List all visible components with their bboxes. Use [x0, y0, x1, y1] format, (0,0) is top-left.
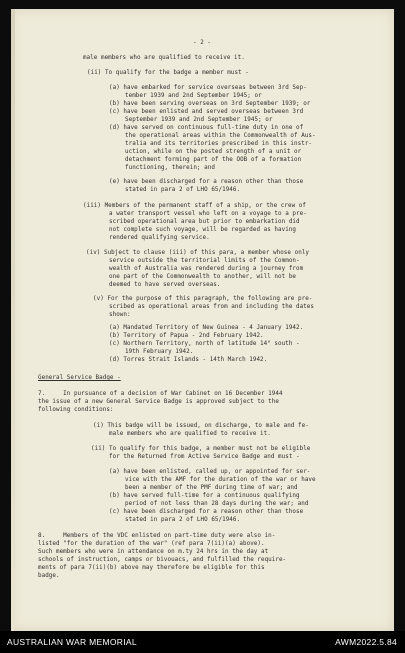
text-line: (b) have served full-time for a continuous qualifying — [109, 493, 300, 499]
text-line: following conditions: — [38, 407, 114, 413]
text-line: listed "for the duration of the war" (ref para 7(ii)(a) above). — [38, 541, 265, 547]
text-line: (b) Territory of Papua - 2nd February 1942. — [109, 333, 264, 339]
text-line: for the Returned from Active Service Badge and must - — [109, 454, 300, 460]
text-line: one part of the Commonwealth to another, will not be — [109, 274, 297, 280]
text-line: functioning, therein; and — [125, 165, 215, 171]
text-line: not complete such voyage, will be regarded as having — [109, 227, 297, 233]
text-line: (b) have been serving overseas on 3rd September 1939; or — [109, 101, 311, 107]
text-line: vice with the AMF for the duration of the war or have — [125, 477, 316, 483]
page-number: - 2 - — [193, 40, 211, 46]
text-line: 7. In pursuance of a decision of War Cabinet on 16 December 1944 — [38, 391, 283, 397]
text-line: Such members who were in attendance on m.ty 24 hrs in the day at — [38, 549, 269, 555]
section-heading: General Service Badge - — [38, 375, 121, 381]
text-line: period of not less than 28 days during the war; and — [125, 501, 309, 507]
text-line: male members who are qualified to receive it. — [109, 431, 271, 437]
text-line: (e) have been discharged for a reason other than those — [109, 179, 304, 185]
text-line: tralia and its territories prescribed in this instr- — [125, 141, 313, 147]
text-line: scribed operational area but prior to embarkation did — [109, 219, 300, 225]
text-line: (a) Mandated Territory of New Guinea - 4 January 1942. — [109, 325, 304, 331]
institution-name: AUSTRALIAN WAR MEMORIAL — [7, 637, 137, 647]
text-line: uction, while on the posted strength of a unit or — [125, 149, 302, 155]
text-line: (ii) To qualify for this badge, a member must not be eligible — [91, 446, 311, 452]
text-line: rendered qualifying service. — [109, 235, 210, 241]
page-edge — [11, 9, 15, 631]
text-line: (a) have embarked for service overseas between 3rd Sep- — [109, 85, 307, 91]
reference-number: AWM2022.5.84 — [335, 637, 397, 647]
text-line: 19th February 1942. — [125, 349, 194, 355]
text-line: stated in para 2 of LHO 65/1946. — [125, 517, 241, 523]
text-line: scribed as operational areas from and including the dates — [109, 304, 314, 310]
text-line: (c) have been discharged for a reason other than those — [109, 509, 304, 515]
text-line: deemed to have served overseas. — [109, 282, 221, 288]
text-line: the operational areas within the Commonwealth of Aus- — [125, 133, 316, 139]
text-line: (i) This badge will be issued, on discharge, to male and fe- — [93, 423, 309, 429]
text-line: a water transport vessel who left on a voyage to a pre- — [109, 211, 307, 217]
text-line: (iv) Subject to clause (iii) of this para, a member whose only — [86, 250, 309, 256]
text-line: (d) have served on continuous full-time duty in one of — [109, 125, 304, 131]
text-line: (d) Torres Strait Islands - 14th March 1942. — [109, 357, 268, 363]
text-line: (c) Northern Territory, north of latitude 14° south - — [109, 341, 300, 347]
text-line: detachment forming part of the OOB of a formation — [125, 157, 302, 163]
text-line: the issue of a new General Service Badge is approved subject to the — [38, 399, 279, 405]
text-line: wealth of Australia was rendered during a journey from — [109, 266, 304, 272]
text-line: shown: — [109, 312, 131, 318]
text-line: (iii) Members of the permanent staff of a ship, or the crew of — [83, 203, 306, 209]
text-line: September 1939 and 2nd September 1945; or — [125, 117, 273, 123]
text-line: tember 1939 and 2nd September 1945; or — [125, 93, 262, 99]
archive-footer — [0, 631, 405, 653]
text-line: schools of instruction, camps or bivouacs, and fulfilled the require- — [38, 557, 287, 563]
text-line: stated in para 2 of LHO 65/1946. — [125, 187, 241, 193]
text-line: been a member of the PMF during time of war; and — [125, 485, 298, 491]
text-line: (a) have been enlisted, called up, or appointed for ser- — [109, 469, 311, 475]
text-line: service outside the territorial limits of the Common- — [109, 258, 300, 264]
text-line: 8. Members of the VDC enlisted on part-time duty were also in- — [38, 533, 276, 539]
text-line: badge. — [38, 573, 60, 579]
text-line: male members who are qualified to receive it. — [83, 55, 245, 61]
text-line: (c) have been enlisted and served overseas between 3rd — [109, 109, 304, 115]
text-line: (ii) To qualify for the badge a member must - — [87, 70, 249, 76]
text-line: ments of para 7(ii)(b) above may therefore be eligible for this — [38, 565, 265, 571]
text-line: (v) For the purpose of this paragraph, the following are pre- — [93, 296, 313, 302]
document-page — [11, 9, 394, 631]
